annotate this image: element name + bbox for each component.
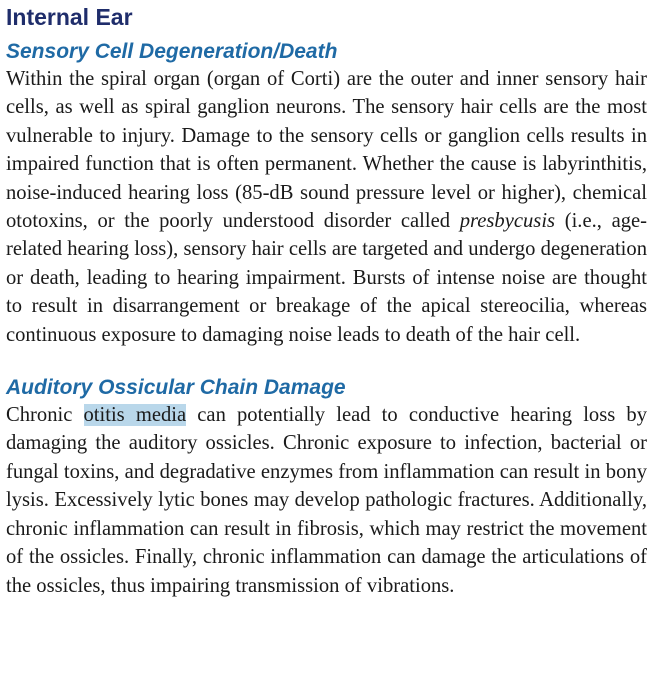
page-heading: Internal Ear [6,4,133,30]
highlighted-selection[interactable]: otitis media [83,404,187,427]
section-title-ossicular-chain: Auditory Ossicular Chain Damage [6,376,346,400]
paragraph-text: can potentially lead to conductive hearing loss by damaging the auditory ossicles. Chronic exposure to infection, bacterial or fungal toxins, and degradative enzymes from inflammation can result in bony lysis. Excessively lytic bones may develop pathologic fractures. Additionally, chronic inflammation can result in fibrosis, which may restrict the movement of the ossicles. Finally, chronic inflammation can damage the articulations of the ossicles, thus impairing transmission of vibrations. [6,404,647,597]
paragraph-text: (i.e., age-related hearing loss), sensory hair cells are targeted and undergo degeneration or death, leading to hearing impairment. Bursts of intense noise are thought to result in disarrangement or breakage of the apical stereocilia, whereas continuous exposure to damaging noise leads to death of the hair cell. [6,210,647,346]
document-page [6,0,647,600]
section-title-sensory-cell: Sensory Cell Degeneration/Death [6,40,338,63]
paragraph-text: Chronic [6,404,84,427]
paragraph-ossicular-chain [6,401,647,600]
paragraph-sensory-cell [6,65,647,349]
paragraph-text: Within the spiral organ (organ of Corti) are the outer and inner sensory hair cells, as well as spiral ganglion neurons. The sensory hair cells are the most vulnerable to injury. Damage to the sensory cells or ganglion cells results in impaired function that is often permanent. Whether the cause is labyrinthitis, noise-induced hearing loss (85-dB sound pressure level or higher), chemical ototoxins, or the poorly understood disorder called [6,68,647,233]
italic-term: presbycusis [459,210,556,233]
